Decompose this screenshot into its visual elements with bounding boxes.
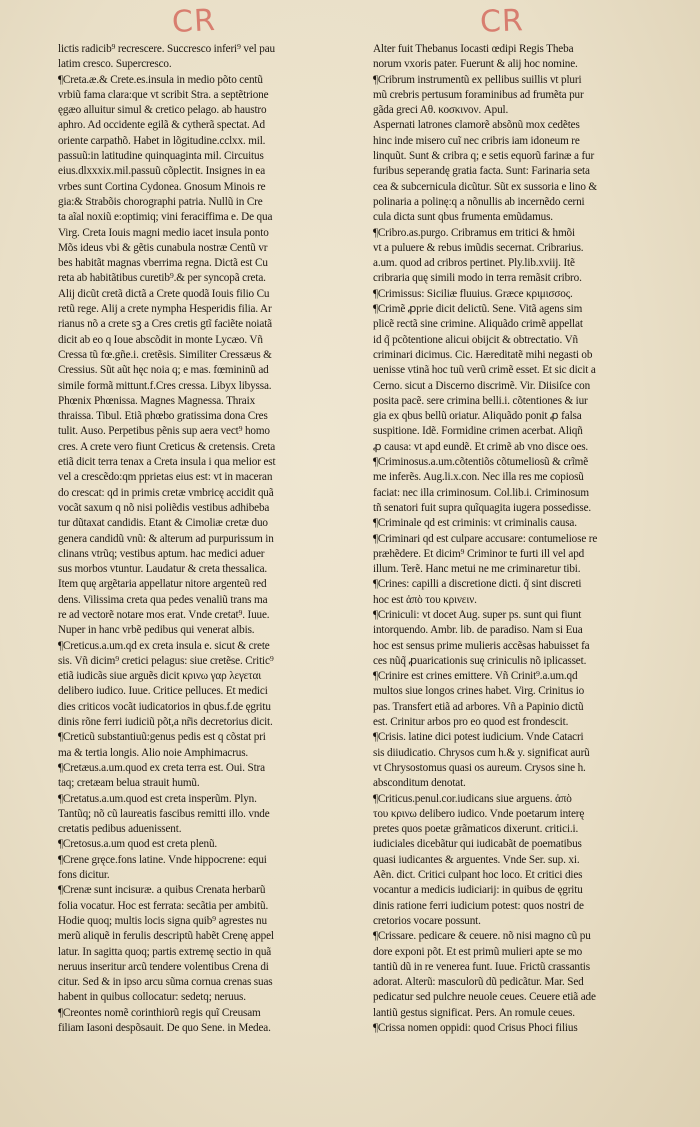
text-line: ta aĩal noxiũ e:optimiq; vini feraciffima e. De qua bbox=[58, 211, 273, 224]
text-line: a.um. quod ad cribros pertinet. Ply.lib.xviij. Itẽ bbox=[373, 257, 575, 270]
text-line: dies criticos vocãt iudicatorios in qbus.f.de ęgritu bbox=[58, 700, 271, 713]
text-line: dinis ratione ferri iudicium potest: quos nostri de bbox=[373, 899, 584, 912]
text-line: ¶Criniculi: vt docet Aug. super ps. sunt qui fiunt bbox=[373, 608, 582, 621]
text-line: Phœnix Phœnissa. Magnes Magnessa. Thraix bbox=[58, 394, 256, 407]
text-line: cula dicta sunt qbus frumenta emũdamus. bbox=[373, 211, 553, 224]
text-line: pas. Transfert etiã ad arbores. Vñ a Papinio dictũ bbox=[373, 700, 584, 713]
text-line: reta ab habitãtibus curetib⁹.& per syncopã creta. bbox=[58, 272, 266, 285]
text-line: ¶Criminari qd est culpare accusare: contumeliose re bbox=[373, 532, 598, 545]
text-line: vt a puluere & rebus imũdis secernat. Cribrarius. bbox=[373, 241, 584, 254]
text-line: eius.dlxxxix.mil.passuũ cõplectit. Insignes in ea bbox=[58, 165, 266, 178]
text-line: genera candidũ vnũ: & alterum ad purpurissum in bbox=[58, 532, 274, 545]
text-line: vt Chrysostomus quasi os aureum. Crysos sine h. bbox=[373, 761, 586, 774]
text-line: id q̃ pcõtentione alicui obijcit & obtrectatio. Vñ bbox=[373, 333, 578, 346]
text-line: tur dũtaxat candidis. Etant & Cimoliæ cretæ duo bbox=[58, 517, 268, 530]
text-line: aphro. Ad occidente egilã & cytherã spectat. Ad bbox=[58, 119, 265, 132]
text-line: Item quę argẽtaria appellatur nitore argenteũ red bbox=[58, 578, 267, 591]
text-line: cea & subcernicula dicũtur. Sũt ex sussoria e lino & bbox=[373, 180, 597, 193]
text-line: fons dicitur. bbox=[58, 869, 110, 882]
text-line: ¶Criminale qd est criminis: vt criminalis causa. bbox=[373, 517, 577, 530]
text-line: dens. Vilissima creta qua pedes venaliũ trans ma bbox=[58, 593, 268, 606]
text-line: tantiũ dũ in re venerea funt. Iuue. Frictũ crassantis bbox=[373, 960, 590, 973]
text-line: του κρινω delibero iudico. Vnde poetarum interę bbox=[373, 807, 585, 820]
text-line: ¶Crene gręce.fons latine. Vnde hippocrene: equi bbox=[58, 853, 267, 866]
text-line: dore exponi põt. Et est primũ mulieri apte se mo bbox=[373, 945, 583, 958]
text-line: hinc inde misero cuĩ nec cribris iam idoneum re bbox=[373, 134, 580, 147]
text-line: oriente carpathõ. Habet in lõgitudine.cclxx. mil. bbox=[58, 134, 266, 147]
text-line: quasi iudicantes & arguentes. Vnde Ser. sup. xi. bbox=[373, 853, 580, 866]
text-line: plicẽ rectã sine crimine. Aliquãdo crimẽ appellat bbox=[373, 318, 583, 331]
text-line: sis diiudicatio. Chrysos cum h.& y. significat aurũ bbox=[373, 746, 590, 759]
text-line: ¶Crenæ sunt incisuræ. a quibus Crenata herbarũ bbox=[58, 884, 266, 897]
text-column-left bbox=[58, 42, 356, 1036]
text-line: delibero iudico. Iuue. Critice pelluces. Et medici bbox=[58, 685, 268, 698]
text-line: cretatis pedibus aduenissent. bbox=[58, 823, 182, 836]
text-line: etiã dicit terra tenax a Creta insula i qua melior est bbox=[58, 456, 276, 469]
text-line: vrbes sunt Cortina Cydonea. Gnosum Minois re bbox=[58, 180, 266, 193]
text-line: Nuper in hanc vrbẽ pedibus qui venerat albis. bbox=[58, 624, 255, 637]
text-line: est. Crinitur arbos pro eo quod est frondescit. bbox=[373, 716, 569, 729]
text-line: tñ senatori fuit supra quĩquagita iugera possedisse. bbox=[373, 501, 592, 514]
text-line: cribraria quę simili modo in terra remãsit cribro. bbox=[373, 272, 582, 285]
text-line: Aẽn. dict. Critici culpant hoc loco. Et critici dies bbox=[373, 869, 583, 882]
text-line: lantiũ gestus significat. Pers. An romule ceues. bbox=[373, 1006, 575, 1019]
text-line: dicit ab eo q Ioue abscõdit in monte Lycæo. Vñ bbox=[58, 333, 263, 346]
text-line: latim cresco. Supercresco. bbox=[58, 58, 172, 71]
text-line: criminari dicimus. Cic. Hæreditatẽ mihi negasti ob bbox=[373, 348, 593, 361]
text-line: mũ crebris pertusum foraminibus ad frumẽta pur bbox=[373, 88, 584, 101]
text-line: merũ aliquẽ in ferulis descriptũ habẽt Crenę appel bbox=[58, 930, 274, 943]
text-line: suspitione. Idẽ. Formidine crimen acerbat. Aliqñ bbox=[373, 425, 583, 438]
text-line: linquũt. Sunt & cribra q; e setis equorũ farinæ a fur bbox=[373, 150, 595, 163]
text-line: norum vxoris pater. Fuerunt & alij hoc nomine. bbox=[373, 58, 578, 71]
text-line: uenisse vtinã hoc tuũ verũ crimẽ esset. Et sic dicit a bbox=[373, 364, 596, 377]
text-line: ¶Creta.æ.& Crete.es.insula in medio põto centũ bbox=[58, 73, 263, 86]
text-line: ¶Crines: capilli a discretione dicti. q̃ sint discreti bbox=[373, 578, 582, 591]
text-line: ¶Creontes nomẽ corinthiorũ regis quĩ Creusam bbox=[58, 1006, 261, 1019]
text-line: taq; cretæam belua strauit humũ. bbox=[58, 777, 200, 790]
text-line: faciat: nec illa criminosum. Col.lib.i. Criminosum bbox=[373, 486, 589, 499]
text-line: ¶Crimẽ ꝓprie dicit delictũ. Sene. Vitã agens sim bbox=[373, 303, 583, 316]
text-line: neruus inseritur arcũ tendere volentibus Crena di bbox=[58, 960, 269, 973]
text-line: passuũ:in latitudine quinquaginta mil. Circuitus bbox=[58, 150, 264, 163]
text-line: re ad vectorẽ notare mos erat. Vnde cretat⁹. Iuue. bbox=[58, 608, 270, 621]
text-line: pretes quos poetæ grãmaticos dixerunt. critici.i. bbox=[373, 823, 579, 836]
text-line: Tantũq; nõ cũ laureatis fascibus remitti illo. vnde bbox=[58, 807, 270, 820]
running-head-left: CR bbox=[171, 2, 217, 41]
text-line: intorquendo. Ambr. lib. de paradiso. Nam si Eua bbox=[373, 624, 583, 637]
text-line: præhẽdere. Et dicim⁹ Criminor te furti ill vel apd bbox=[373, 547, 585, 560]
text-line: Hodie quoq; multis locis signa quib⁹ agrestes nu bbox=[58, 914, 267, 927]
text-line: ¶Cretatus.a.um.quod est creta insperũm. Plyn. bbox=[58, 792, 257, 805]
text-line: citur. Sed & in ipso arcu sũma cornua crenas suas bbox=[58, 976, 273, 989]
text-line: ꝓ causa: vt apd eundẽ. Et crimẽ ab vno disce oes. bbox=[373, 440, 589, 453]
text-line: multos siue longos crines habet. Virg. Crinitus io bbox=[373, 685, 585, 698]
text-line: ¶Cribrum instrumentũ ex pellibus suillis vt pluri bbox=[373, 73, 582, 86]
text-line: polinaria a polinę:q a nõnullis ab incernẽdo cerni bbox=[373, 195, 585, 208]
text-line: tulit. Auso. Perpetibus pẽnis sup aera vect⁹ homo bbox=[58, 425, 270, 438]
text-line: Cressa tũ fœ.gñe.i. cretẽsis. Similiter Cressæus & bbox=[58, 348, 272, 361]
text-line: rianus nõ a crete sꝫ a Cres cretis gtĩ faciẽte noiatã bbox=[58, 318, 272, 331]
text-line: lictis radicib⁹ recrescere. Succresco inferi⁹ vel pau bbox=[58, 43, 275, 55]
text-line: bes habitãt magnas vberrima regna. Dictã est Cu bbox=[58, 257, 268, 270]
text-line: etiã iudicãs siue arguẽs dicit κρινω γαρ λεγεται bbox=[58, 670, 262, 683]
text-line: iudiciales dicebãtur qui iudicabãt de poematibus bbox=[373, 838, 582, 851]
text-line: hoc est sensus prime mulieris accẽsas habuisset fa bbox=[373, 639, 590, 652]
text-line: cretorios vocare possunt. bbox=[373, 914, 481, 927]
text-line: absconditum denotat. bbox=[373, 777, 466, 790]
text-line: Alij dicũt cretã dictã a Crete quodã Iouis filio Cu bbox=[58, 287, 270, 300]
text-line: vel a crescẽdo:qm pprietas eius est: vt in maceran bbox=[58, 471, 273, 484]
text-line: me inferẽs. Aug.li.x.con. Nec illa res me copiosũ bbox=[373, 471, 584, 484]
text-line: gãda greci Aθ. κοσκινον. Apul. bbox=[373, 104, 509, 117]
text-line: ¶Cretæus.a.um.quod ex creta terra est. Oui. Stra bbox=[58, 761, 265, 774]
text-line: Cerno. sicut a Discerno discrimẽ. Vir. Diisiſce con bbox=[373, 379, 591, 392]
text-line: ma & tertia longis. Alio noie Amphimacrus. bbox=[58, 746, 249, 759]
text-line: filiam Iasoni despõsauit. De quo Sene. in Medea. bbox=[58, 1022, 271, 1034]
text-line: ęgæo alluitur simul & cretico pelago. ab haustro bbox=[58, 104, 267, 117]
text-line: ¶Crisis. latine dici potest iudicium. Vnde Catacri bbox=[373, 731, 584, 744]
text-line: Mõs ideus vbi & gẽtis cunabula nostræ Centũ vr bbox=[58, 241, 268, 254]
text-line: simile formã mittunt.f.Cres cressa. Libyx libyssa. bbox=[58, 379, 272, 392]
text-line: gia ex qbus bellũ oriatur. Aliquãdo ponit ꝓ falsa bbox=[373, 410, 582, 423]
text-line: vocãt saxum q nõ nisi poliẽdis vestibus adhibeba bbox=[58, 501, 270, 514]
text-line: Aspernati latrones clamorẽ absõnũ mox cedẽtes bbox=[373, 119, 580, 132]
text-line: latur. In sagitta quoq; partis extremę sectio in quã bbox=[58, 945, 272, 958]
text-line: sus morbos vtuntur. Laudatur & creta thessalica. bbox=[58, 563, 268, 576]
text-line: ¶Creticũ substantiuũ:genus pedis est q cõstat pri bbox=[58, 731, 266, 744]
text-line: do crescat: qd in primis cretæ vmbricę accidit quã bbox=[58, 486, 274, 499]
text-line: ¶Creticus.a.um.qd ex creta insula e. sicut & crete bbox=[58, 639, 270, 652]
text-line: vocantur a medicis iudiciarij: in quibus de ęgritu bbox=[373, 884, 583, 897]
text-line: ¶Crissa nomen oppidi: quod Crisus Phoci filius bbox=[373, 1022, 578, 1034]
text-line: Virg. Creta Iouis magni medio iacet insula ponto bbox=[58, 226, 269, 239]
text-line: Alter fuit Thebanus Iocasti œdipi Regis Theba bbox=[373, 43, 574, 55]
text-line: pedicatur sed pulchre neuole ceues. Ceuere etiã ade bbox=[373, 991, 596, 1004]
text-column-right bbox=[373, 42, 673, 1036]
text-line: thraissa. Tibul. Etiã phœbo gratissima dona Cres bbox=[58, 410, 268, 423]
text-line: illum. Terẽ. Hanc metui ne me criminaretur tibi. bbox=[373, 563, 581, 576]
text-line: ces nũq̃ ꝓuaricationis suę criniculis nõ iplicasset. bbox=[373, 654, 587, 667]
text-line: clinans vtrũq; vestibus aptum. hac medici aduer bbox=[58, 547, 265, 560]
text-line: cres. A crete vero fiunt Creticus & cretensis. Creta bbox=[58, 440, 276, 453]
text-line: folia vocatur. Hoc est ferrata: secãtia per ambitũ. bbox=[58, 899, 269, 912]
text-line: furibus seperandę gratia facta. Sunt: Farinaria seta bbox=[373, 165, 590, 178]
text-line: ¶Cribro.as.purgo. Cribramus em tritici & hmõi bbox=[373, 226, 575, 239]
text-line: posita pacẽ. sere crimina belli.i. cõtentiones & iur bbox=[373, 394, 588, 407]
text-line: habent in quibus collocatur: sedetq; neruus. bbox=[58, 991, 246, 1004]
text-line: ¶Criminosus.a.um.cõtentiõs cõtumeliosũ & crĩmẽ bbox=[373, 456, 589, 469]
text-line: ¶Crimissus: Siciliæ fluuius. Græce κριμισσος. bbox=[373, 287, 573, 300]
text-line: ¶Crissare. pedicare & ceuere. nõ nisi magno cũ pu bbox=[373, 930, 591, 943]
text-line: adorat. Alterũ: masculorũ dũ pedicãtur. Mar. Sed bbox=[373, 976, 584, 989]
text-line: retũ rege. Alij a crete nympha Hesperidis filia. Ar bbox=[58, 303, 272, 316]
text-line: dinis rõne ferri iudiciũ põt,a nr̃is decretorius dicit. bbox=[58, 716, 273, 729]
text-line: sis. Vñ dicim⁹ cretici pelagus: siue cretẽse. Critic⁹ bbox=[58, 654, 274, 667]
text-line: ¶Criticus.penul.cor.iudicans siue arguens. ἀπὸ bbox=[373, 792, 572, 805]
text-line: vrbiũ fama clara:que vt scribit Stra. a septẽtrione bbox=[58, 88, 269, 101]
text-line: gia:& Strabõis chorographi patria. Nullũ in Cre bbox=[58, 195, 263, 208]
text-line: ¶Cretosus.a.um quod est creta plenũ. bbox=[58, 838, 218, 851]
text-line: Cressius. Sũt aũt hęc noia q; e mas. fœmininũ ad bbox=[58, 364, 269, 377]
running-head-right: CR bbox=[479, 3, 525, 40]
text-line: ¶Crinire est crines emittere. Vñ Crinit⁹.a.um.qd bbox=[373, 670, 578, 683]
text-line: hoc est ἀπὸ του κρινειν. bbox=[373, 593, 477, 606]
